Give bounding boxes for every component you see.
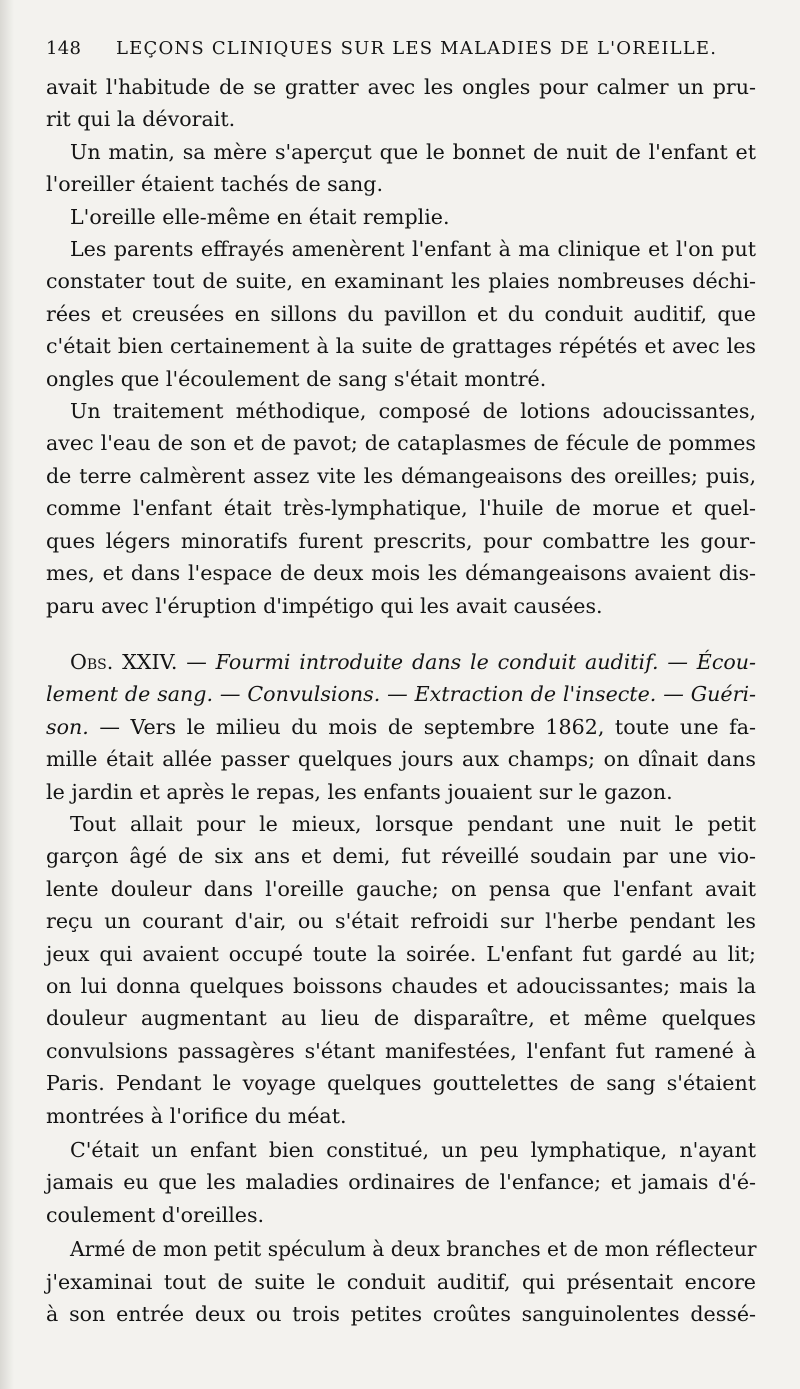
paragraph [46, 808, 756, 1132]
text-line: garçon âgé de six ans et demi, fut réveillé soudain par une vio- [46, 844, 756, 869]
text-line: comme l'enfant était très-lymphatique, l'huile de morue et quel- [46, 496, 756, 521]
text-line: avec l'eau de son et de pavot; de cataplasmes de fécule de pommes [46, 431, 756, 456]
text-line: mes, et dans l'espace de deux mois les démangeaisons avaient dis- [46, 561, 756, 586]
observation-title-line [46, 646, 756, 678]
page-number: 148 [46, 38, 82, 59]
paragraph [46, 201, 756, 233]
text-line: jamais eu que les maladies ordinaires de l'enfance; et jamais d'é- [46, 1170, 756, 1195]
paragraph [46, 233, 756, 395]
text-line: Un matin, sa mère s'aperçut que le bonnet de nuit de l'enfant et [70, 139, 756, 164]
text-line: avait l'habitude de se gratter avec les ongles pour calmer un pru- [46, 75, 756, 99]
text-line: lente douleur dans l'oreille gauche; on pensa que l'enfant avait [46, 876, 756, 901]
running-head: LEÇONS CLINIQUES SUR LES MALADIES DE L'OREILLE. [116, 38, 718, 59]
body-text [46, 71, 756, 1330]
observation-title-end: son. [46, 714, 89, 739]
text-line: Armé de mon petit spéculum à deux branches et de mon réflecteur [70, 1237, 757, 1262]
text-line: le jardin et après le repas, les enfants jouaient sur le gazon. [46, 779, 673, 804]
text-line: rit qui la dévorait. [46, 107, 236, 132]
page-header [46, 38, 756, 59]
text-line: Les parents effrayés amenèrent l'enfant à ma clinique et l'on put [70, 237, 756, 262]
paragraph [46, 1134, 756, 1231]
text-line: j'examinai tout de suite le conduit auditif, qui présentait encore [46, 1269, 756, 1294]
text-line: rées et creusées en sillons du pavillon et du conduit auditif, que [46, 301, 756, 326]
text-line: douleur augmentant au lieu de disparaître, et même quelques [46, 1006, 756, 1031]
observation-title-line: lement de sang. — Convulsions. — Extraction de l'insecte. — Guéri- [46, 682, 756, 707]
text-line: on lui donna quelques boissons chaudes et adoucissantes; mais la [46, 973, 756, 998]
paragraph [46, 395, 756, 622]
text-line: Paris. Pendant le voyage quelques gouttelettes de sang s'étaient [46, 1071, 756, 1096]
paragraph [46, 1233, 756, 1330]
text-line [46, 711, 756, 743]
text-line: C'était un enfant bien constitué, un peu lymphatique, n'ayant [70, 1138, 756, 1162]
observation-title: Fourmi introduite dans le conduit auditif. — Écou- [215, 649, 756, 674]
paragraph [46, 136, 756, 201]
text-line: montrées à l'orifice du méat. [46, 1103, 347, 1128]
text-line: ongles que l'écoulement de sang s'était montré. [46, 366, 547, 391]
text-line: convulsions passagères s'étant manifestées, l'enfant fut ramené à [46, 1038, 756, 1063]
text-line: Tout allait pour le mieux, lorsque pendant une nuit le petit [70, 811, 756, 836]
text-line: c'était bien certainement à la suite de grattages répétés et avec les [46, 334, 756, 359]
paragraph [46, 71, 756, 136]
observation-text: — Vers le milieu du mois de septembre 1862, toute une fa- [88, 714, 756, 739]
text-line: L'oreille elle-même en était remplie. [70, 204, 450, 229]
text-line: mille était allée passer quelques jours aux champs; on dînait dans [46, 747, 756, 772]
text-line: reçu un courant d'air, ou s'était refroidi sur l'herbe pendant les [46, 909, 756, 934]
observation-label: Obs. XXIV. — [70, 649, 207, 674]
text-line: coulement d'oreilles. [46, 1202, 265, 1227]
observation-paragraph [46, 646, 756, 808]
text-line: jeux qui avaient occupé toute la soirée. L'enfant fut gardé au lit; [46, 941, 756, 966]
text-line: ques légers minoratifs furent prescrits, pour combattre les gour- [46, 528, 756, 553]
text-line: l'oreiller étaient tachés de sang. [46, 172, 384, 197]
text-line: constater tout de suite, en examinant les plaies nombreuses déchi- [46, 269, 756, 294]
text-line: de terre calmèrent assez vite les démangeaisons des oreilles; puis, [46, 463, 756, 488]
text-line: paru avec l'éruption d'impétigo qui les avait causées. [46, 593, 603, 618]
text-line: Un traitement méthodique, composé de lotions adoucissantes, [70, 399, 756, 424]
text-line: à son entrée deux ou trois petites croûtes sanguinolentes dessé- [46, 1302, 756, 1327]
